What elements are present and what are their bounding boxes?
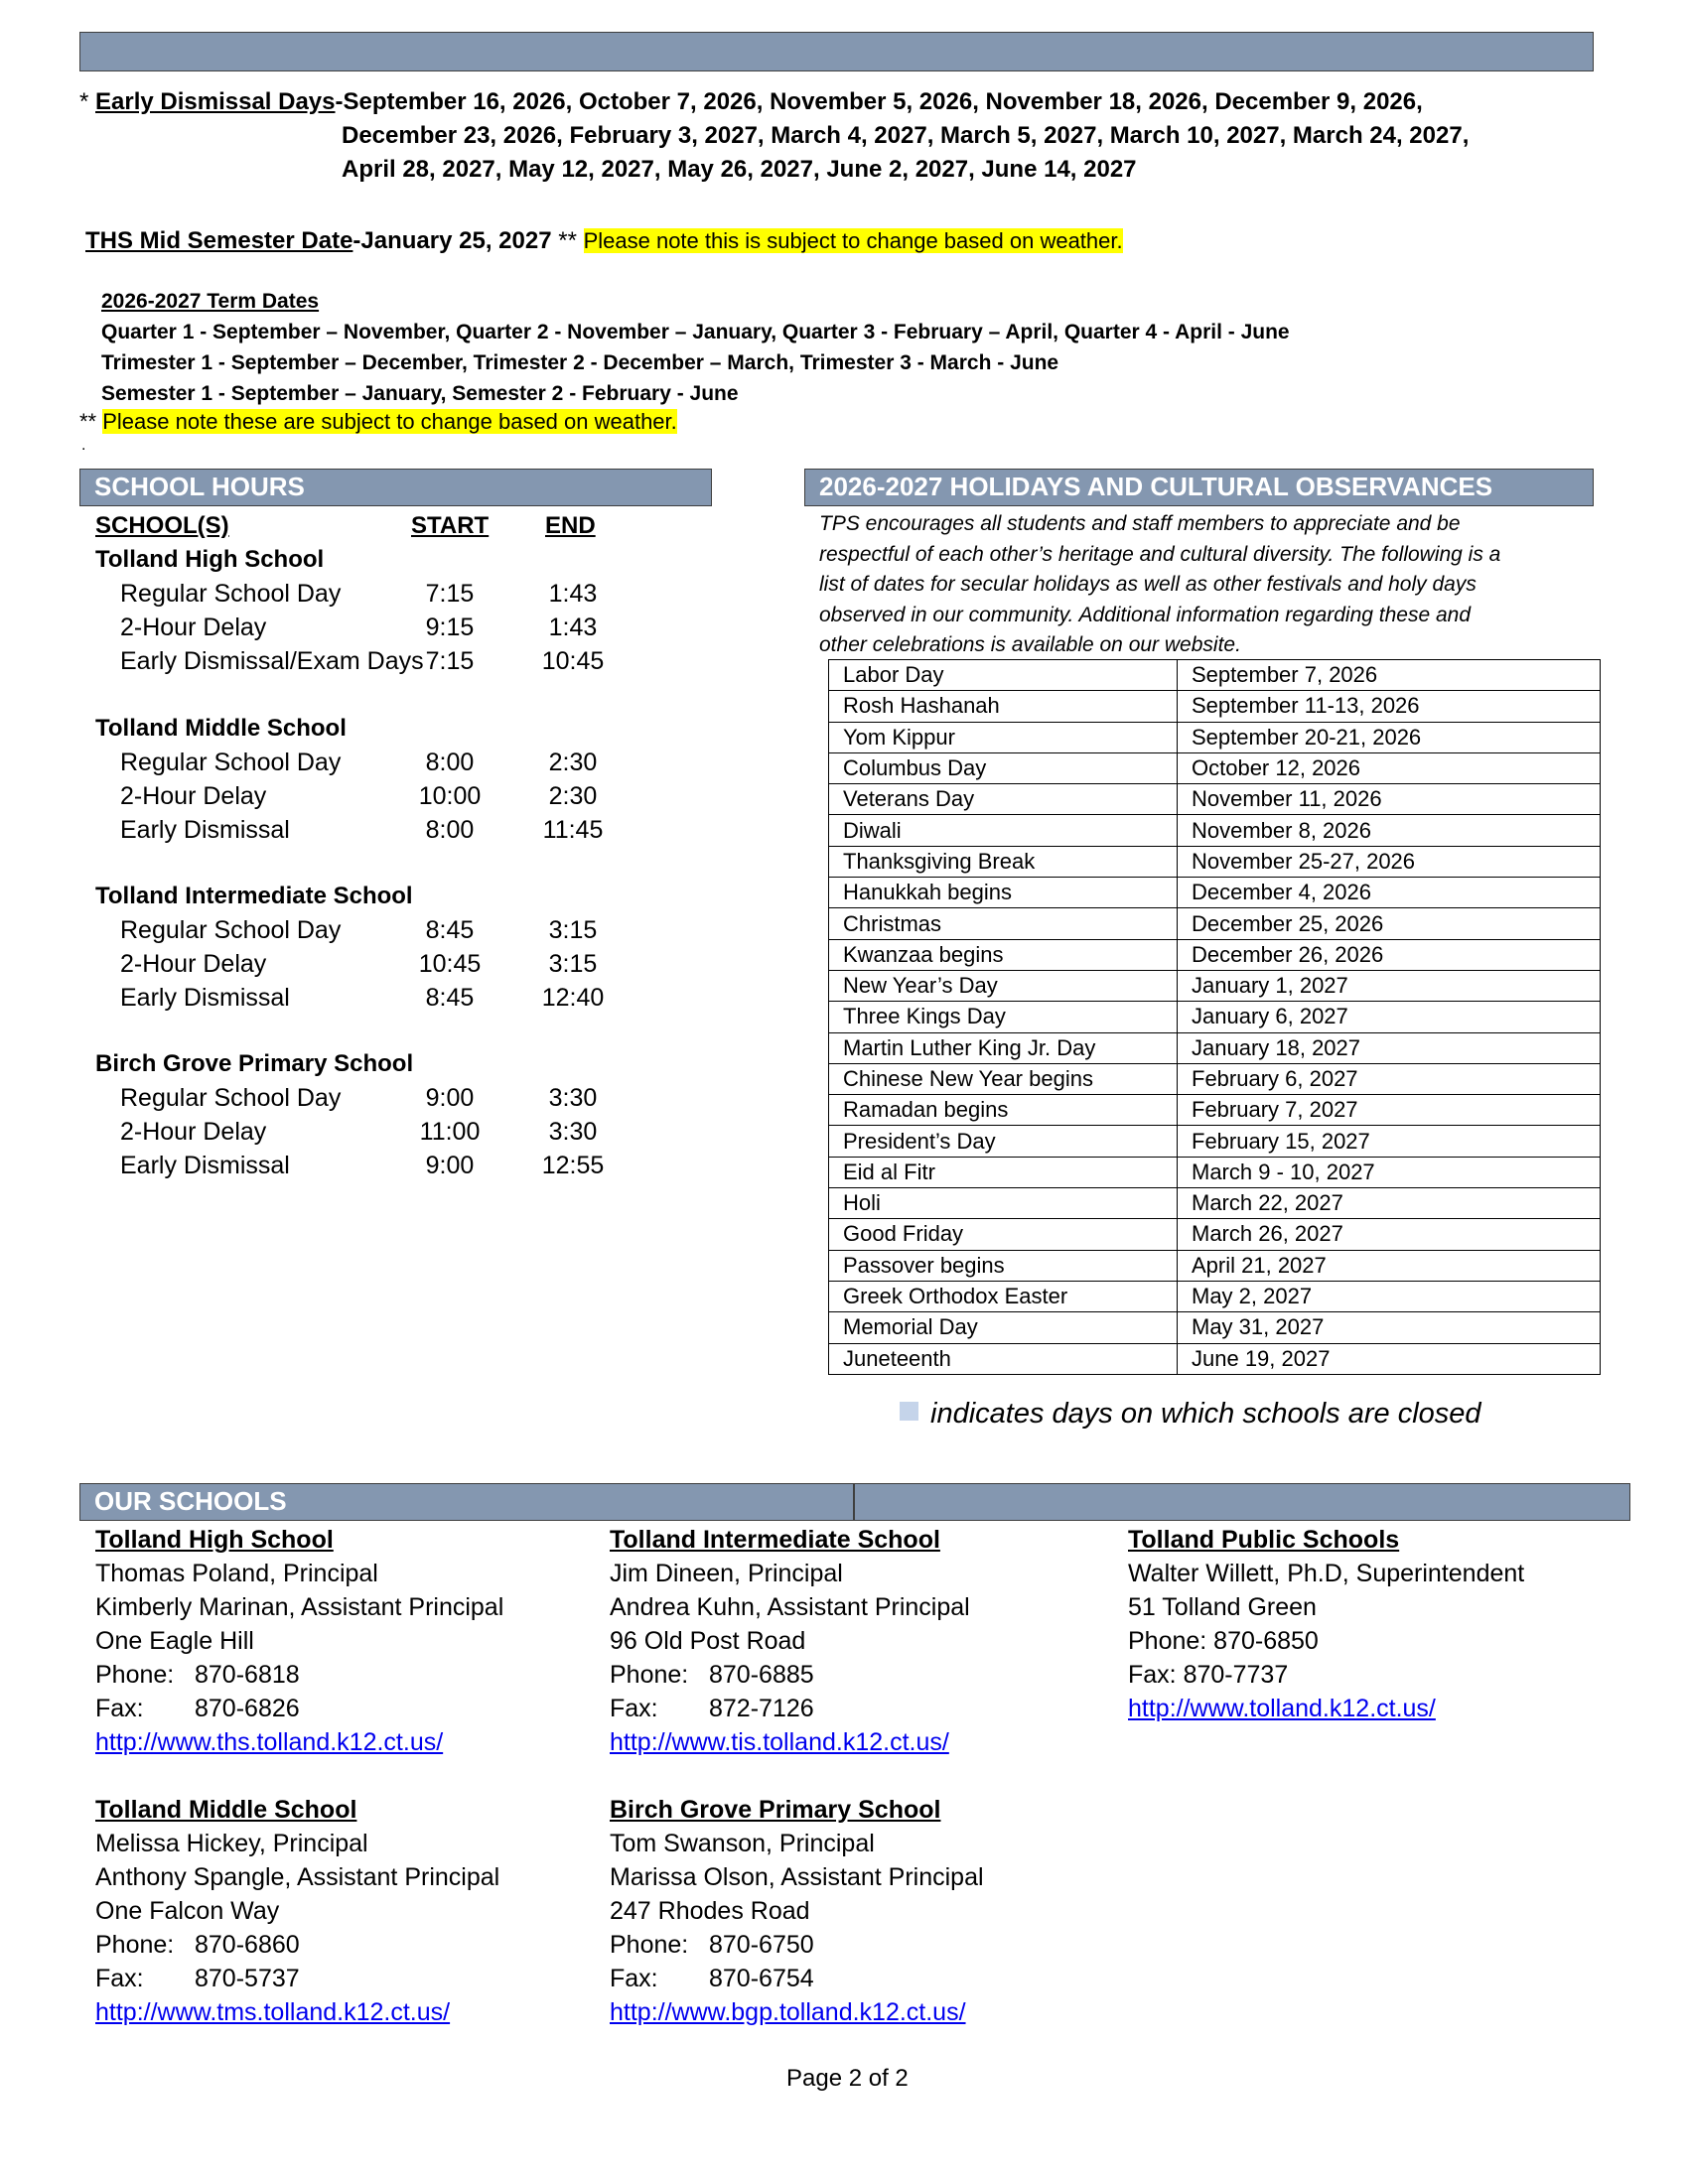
term-dates-title: 2026-2027 Term Dates [101,290,320,313]
hours-school-name: Tolland Middle School [95,715,347,742]
hours-row-label: Regular School Day [120,749,342,776]
mid-semester-stars: ** [551,227,584,254]
hours-row-label: Early Dismissal/Exam Days [120,647,424,675]
hours-school-name: Birch Grove Primary School [95,1050,414,1077]
holiday-name: Greek Orthodox Easter [829,1281,1178,1311]
holiday-date: October 12, 2026 [1178,752,1601,783]
fax-label: Fax: [95,1965,144,1992]
holiday-row [829,1002,1601,1032]
school-address: One Eagle Hill [95,1627,254,1655]
term-dates-weather-note-line [79,407,677,437]
phone-label: Phone: [95,1931,175,1959]
school-phone: 870-6818 [195,1661,300,1689]
holiday-name: Martin Luther King Jr. Day [829,1032,1178,1063]
holiday-date: March 26, 2027 [1178,1219,1601,1250]
holiday-row [829,1281,1601,1311]
holiday-row [829,939,1601,970]
hours-row-start: 8:00 [425,749,475,776]
holiday-date: November 11, 2026 [1178,784,1601,815]
school-name: Tolland Intermediate School [610,1526,940,1554]
holiday-row [829,1312,1601,1343]
term-dates-quarters: Quarter 1 - September – November, Quarter 2 - November – January, Quarter 3 - February – April, Quarter 4 - April - June [101,321,1290,343]
holiday-row [829,908,1601,939]
holiday-date: April 21, 2027 [1178,1250,1601,1281]
district-address: 51 Tolland Green [1128,1593,1317,1621]
hours-row-start: 9:15 [425,614,475,641]
school-website-link[interactable]: http://www.tms.tolland.k12.ct.us/ [95,1998,451,2026]
school-phone-line [95,1928,499,1962]
school-principal: Tom Swanson, Principal [610,1830,875,1857]
hours-row-end: 2:30 [548,749,598,776]
holidays-title: 2026-2027 HOLIDAYS AND CULTURAL OBSERVANCES [819,472,1493,501]
hours-row-label: 2-Hour Delay [120,1118,267,1146]
holidays-intro-line: list of dates for secular holidays as well as other festivals and holy days [819,573,1477,596]
term-dates-weather-note: Please note these are subject to change based on weather. [102,409,677,434]
holidays-intro [819,509,1500,661]
early-dismissal-asterisk: * [79,88,96,115]
hours-row-start: 10:00 [418,782,482,810]
school-fax-line [610,1962,984,1995]
hours-row-label: 2-Hour Delay [120,782,267,810]
school-address: 96 Old Post Road [610,1627,806,1655]
holiday-name: Holi [829,1188,1178,1219]
holiday-date: September 20-21, 2026 [1178,722,1601,752]
school-fax-line [610,1692,970,1725]
holiday-name: Veterans Day [829,784,1178,815]
our-schools-band-divider [853,1484,855,1520]
hours-row-start: 9:00 [425,1084,475,1112]
school-phone: 870-6885 [709,1661,814,1689]
holiday-date: September 7, 2026 [1178,660,1601,691]
term-dates-stars: ** [79,409,103,434]
closed-days-legend [900,1396,1481,1432]
hours-row-start: 9:00 [425,1152,475,1179]
holiday-row [829,1188,1601,1219]
holiday-name: Juneteenth [829,1343,1178,1374]
holiday-name: Three Kings Day [829,1002,1178,1032]
early-dismissal-section [79,85,1469,187]
holiday-row [829,846,1601,877]
holiday-name: Passover begins [829,1250,1178,1281]
fax-label: Fax: [610,1965,658,1992]
hours-row-end: 3:30 [548,1084,598,1112]
school-fax: 870-5737 [195,1965,300,1992]
hours-school-name: Tolland High School [95,546,325,573]
school-website-link[interactable]: http://www.ths.tolland.k12.ct.us/ [95,1728,444,1756]
holiday-date: June 19, 2027 [1178,1343,1601,1374]
school-address: One Falcon Way [95,1897,280,1925]
holiday-row [829,1250,1601,1281]
holiday-date: May 31, 2027 [1178,1312,1601,1343]
hours-row-end: 12:40 [541,984,605,1012]
holiday-date: December 26, 2026 [1178,939,1601,970]
hours-row-end: 2:30 [548,782,598,810]
school-phone: 870-6860 [195,1931,300,1959]
holiday-date: September 11-13, 2026 [1178,691,1601,722]
holiday-date: January 18, 2027 [1178,1032,1601,1063]
holiday-date: November 8, 2026 [1178,815,1601,846]
school-contact-card [610,1793,984,2029]
school-hours-band [79,469,712,506]
school-principal: Jim Dineen, Principal [610,1560,843,1587]
school-phone: 870-6750 [709,1931,814,1959]
school-assistant-principal: Andrea Kuhn, Assistant Principal [610,1593,970,1621]
holiday-row [829,784,1601,815]
school-principal: Melissa Hickey, Principal [95,1830,368,1857]
hours-row-label: Early Dismissal [120,1152,290,1179]
school-address: 247 Rhodes Road [610,1897,810,1925]
holiday-name: President’s Day [829,1126,1178,1157]
holiday-row [829,815,1601,846]
holiday-date: February 7, 2027 [1178,1095,1601,1126]
hours-row-start: 10:45 [418,950,482,978]
holiday-row [829,1343,1601,1374]
holidays-intro-line: respectful of each other’s heritage and cultural diversity. The following is a [819,542,1501,566]
stray-dot: . [81,437,86,454]
hours-row-label: 2-Hour Delay [120,950,267,978]
holidays-band [804,469,1594,506]
page-number: Page 2 of 2 [786,2065,909,2092]
holiday-row [829,1095,1601,1126]
hours-row-start: 8:45 [425,984,475,1012]
hours-col-end: END [545,512,596,539]
district-contact [1128,1523,1524,1725]
closed-days-legend-text: indicates days on which schools are closed [930,1398,1481,1430]
holidays-table [828,659,1601,1375]
school-phone-line [610,1928,984,1962]
holiday-name: Eid al Fitr [829,1157,1178,1187]
holiday-name: Hanukkah begins [829,878,1178,908]
top-header-band [79,32,1594,71]
term-dates-section [101,286,1290,409]
holiday-name: Yom Kippur [829,722,1178,752]
closed-days-swatch-icon [900,1402,918,1421]
hours-row-start: 7:15 [425,580,475,608]
school-phone-line [610,1658,970,1692]
holiday-row [829,970,1601,1001]
holiday-name: Rosh Hashanah [829,691,1178,722]
school-contact-card [610,1523,970,1759]
school-name: Tolland Middle School [95,1796,357,1824]
holidays-intro-line: other celebrations is available on our website. [819,633,1241,656]
phone-label: Phone: [610,1931,689,1959]
hours-col-school: SCHOOL(S) [95,512,229,539]
early-dismissal-line-2: December 23, 2026, February 3, 2027, March 4, 2027, March 5, 2027, March 10, 2027, March 24, 2027, [342,122,1470,149]
school-website-link[interactable]: http://www.bgp.tolland.k12.ct.us/ [610,1998,966,2026]
holiday-date: January 1, 2027 [1178,970,1601,1001]
holiday-date: February 6, 2027 [1178,1063,1601,1094]
holiday-name: Labor Day [829,660,1178,691]
holiday-row [829,1032,1601,1063]
hours-row-label: Early Dismissal [120,984,290,1012]
hours-row-label: Early Dismissal [120,816,290,844]
school-principal: Thomas Poland, Principal [95,1560,378,1587]
hours-row-end: 1:43 [548,580,598,608]
school-fax: 872-7126 [709,1695,814,1722]
hours-row-end: 3:30 [548,1118,598,1146]
holiday-name: Good Friday [829,1219,1178,1250]
term-dates-trimesters: Trimester 1 - September – December, Trimester 2 - December – March, Trimester 3 - March - June [101,351,1059,374]
holiday-name: Ramadan begins [829,1095,1178,1126]
hours-row-end: 3:15 [548,950,598,978]
holiday-name: Memorial Day [829,1312,1178,1343]
school-assistant-principal: Kimberly Marinan, Assistant Principal [95,1593,504,1621]
mid-semester-label: THS Mid Semester Date [85,227,353,254]
holidays-intro-line: TPS encourages all students and staff members to appreciate and be [819,512,1461,535]
school-name: Birch Grove Primary School [610,1796,941,1824]
hours-row-start: 11:00 [419,1118,481,1146]
early-dismissal-label: Early Dismissal Days [95,88,336,115]
school-fax-line [95,1692,503,1725]
district-website-link[interactable]: http://www.tolland.k12.ct.us/ [1128,1695,1436,1722]
hours-row-label: Regular School Day [120,1084,342,1112]
holidays-intro-line: observed in our community. Additional information regarding these and [819,603,1472,626]
fax-label: Fax: [95,1695,144,1722]
holiday-row [829,1063,1601,1094]
phone-label: Phone: [610,1661,689,1689]
term-dates-semesters: Semester 1 - September – January, Semester 2 - February - June [101,382,739,405]
holiday-date: December 25, 2026 [1178,908,1601,939]
holiday-name: Chinese New Year begins [829,1063,1178,1094]
holiday-name: Diwali [829,815,1178,846]
holiday-date: February 15, 2027 [1178,1126,1601,1157]
holiday-name: Kwanzaa begins [829,939,1178,970]
school-contact-card [95,1793,499,2029]
holiday-date: December 4, 2026 [1178,878,1601,908]
early-dismissal-line-1: -September 16, 2026, October 7, 2026, November 5, 2026, November 18, 2026, December 9, 2026, [335,88,1423,115]
holiday-date: November 25-27, 2026 [1178,846,1601,877]
holiday-row [829,752,1601,783]
our-schools-band [79,1483,1630,1521]
school-assistant-principal: Anthony Spangle, Assistant Principal [95,1863,500,1891]
holiday-row [829,722,1601,752]
district-fax: Fax: 870-7737 [1128,1661,1289,1689]
holiday-name: Columbus Day [829,752,1178,783]
holiday-date: March 22, 2027 [1178,1188,1601,1219]
school-website-link[interactable]: http://www.tis.tolland.k12.ct.us/ [610,1728,949,1756]
holiday-name: New Year’s Day [829,970,1178,1001]
hours-row-end: 10:45 [541,647,605,675]
hours-row-label: 2-Hour Delay [120,614,267,641]
hours-row-start: 8:45 [425,916,475,944]
holiday-row [829,691,1601,722]
hours-row-start: 7:15 [425,647,475,675]
holiday-date: January 6, 2027 [1178,1002,1601,1032]
school-fax-line [95,1962,499,1995]
hours-row-label: Regular School Day [120,580,342,608]
hours-school-name: Tolland Intermediate School [95,883,413,909]
hours-row-start: 8:00 [425,816,475,844]
district-superintendent: Walter Willett, Ph.D, Superintendent [1128,1560,1525,1587]
holiday-name: Christmas [829,908,1178,939]
mid-semester-date: -January 25, 2027 [352,227,552,254]
hours-row-end: 3:15 [548,916,598,944]
phone-label: Phone: [95,1661,175,1689]
holiday-date: March 9 - 10, 2027 [1178,1157,1601,1187]
holiday-row [829,660,1601,691]
hours-col-start: START [411,512,490,539]
mid-semester-line [85,224,1123,258]
school-fax: 870-6754 [709,1965,814,1992]
school-phone-line [95,1658,503,1692]
holiday-row [829,1126,1601,1157]
mid-semester-weather-note: Please note this is subject to change based on weather. [583,228,1123,253]
hours-row-end: 1:43 [548,614,598,641]
holiday-name: Thanksgiving Break [829,846,1178,877]
school-fax: 870-6826 [195,1695,300,1722]
school-hours-title: SCHOOL HOURS [94,472,305,501]
hours-row-end: 11:45 [542,816,604,844]
district-phone: Phone: 870-6850 [1128,1627,1319,1655]
early-dismissal-line-3: April 28, 2027, May 12, 2027, May 26, 2027, June 2, 2027, June 14, 2027 [342,156,1137,183]
holiday-row [829,878,1601,908]
holiday-row [829,1157,1601,1187]
holiday-row [829,1219,1601,1250]
school-contact-card [95,1523,503,1759]
school-assistant-principal: Marissa Olson, Assistant Principal [610,1863,984,1891]
holiday-date: May 2, 2027 [1178,1281,1601,1311]
district-name: Tolland Public Schools [1128,1526,1400,1554]
hours-row-label: Regular School Day [120,916,342,944]
hours-row-end: 12:55 [541,1152,605,1179]
school-name: Tolland High School [95,1526,334,1554]
fax-label: Fax: [610,1695,658,1722]
our-schools-title: OUR SCHOOLS [94,1486,287,1516]
